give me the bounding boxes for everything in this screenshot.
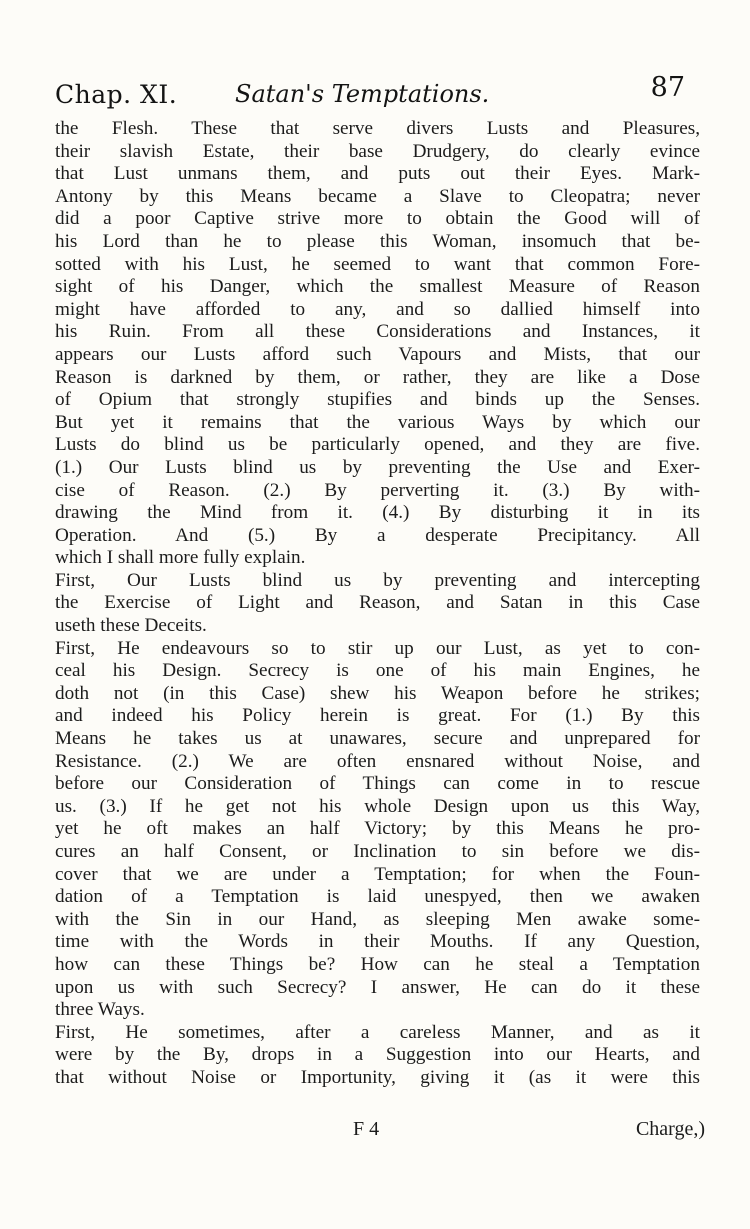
page-header xyxy=(55,72,695,112)
text-line: were by the By, drops in a Suggestion into our Hearts, and xyxy=(55,1044,700,1066)
signature-mark: F 4 xyxy=(353,1118,380,1140)
text-line: But yet it remains that the various Ways by which our xyxy=(55,411,700,433)
text-line: Means he takes us at unawares, secure and unprepared for xyxy=(55,728,700,750)
text-line: their slavish Estate, their base Drudgery, do clearly evince xyxy=(55,140,700,162)
text-line: time with the Words in their Mouths. If any Question, xyxy=(55,931,700,953)
text-line: Antony by this Means became a Slave to Cleopatra; never xyxy=(55,185,700,207)
text-line: did a poor Captive strive more to obtain the Good will of xyxy=(55,208,700,230)
text-line: his Ruin. From all these Considerations and Instances, it xyxy=(55,321,700,343)
text-line: us. (3.) If he get not his whole Design upon us this Way, xyxy=(55,795,700,817)
text-line: how can these Things be? How can he steal a Temptation xyxy=(55,953,700,975)
text-line: the Flesh. These that serve divers Lusts and Pleasures, xyxy=(55,118,700,139)
text-line: three Ways. xyxy=(55,999,145,1021)
text-line: sotted with his Lust, he seemed to want that common Fore- xyxy=(55,253,700,275)
running-title: Satan's Temptations. xyxy=(235,80,490,108)
text-line: appears our Lusts afford such Vapours and Mists, that our xyxy=(55,343,700,365)
text-line: the Exercise of Light and Reason, and Satan in this Case xyxy=(55,592,700,614)
page-footer xyxy=(55,1118,705,1148)
text-line: of Opium that strongly stupifies and binds up the Senses. xyxy=(55,389,700,411)
text-line: ceal his Design. Secrecy is one of his main Engines, he xyxy=(55,660,700,682)
text-line: cures an half Consent, or Inclination to sin before we dis- xyxy=(55,841,700,862)
text-line: Lusts do blind us be particularly opened, and they are five. xyxy=(55,434,700,456)
text-line: doth not (in this Case) shew his Weapon before he strikes; xyxy=(55,682,700,704)
text-line: which I shall more fully explain. xyxy=(55,547,306,569)
chapter-label: Chap. XI. xyxy=(55,80,178,109)
text-line: and indeed his Policy herein is great. For (1.) By this xyxy=(55,705,700,727)
text-line: sight of his Danger, which the smallest Measure of Reason xyxy=(55,276,700,298)
text-line: before our Consideration of Things can come in to rescue xyxy=(55,773,700,795)
text-line: (1.) Our Lusts blind us by preventing the Use and Exer- xyxy=(55,456,700,478)
text-line: First, He endeavours so to stir up our Lust, as yet to con- xyxy=(55,637,700,659)
text-line: First, Our Lusts blind us by preventing and intercepting xyxy=(55,569,700,591)
text-line: First, He sometimes, after a careless Manner, and as it xyxy=(55,1021,700,1043)
text-line: drawing the Mind from it. (4.) By disturbing it in its xyxy=(55,502,700,524)
text-line: upon us with such Secrecy? I answer, He can do it these xyxy=(55,976,700,998)
text-line: that Lust unmans them, and puts out their Eyes. Mark- xyxy=(55,163,700,185)
text-line: Operation. And (5.) By a desperate Precipitancy. All xyxy=(55,524,700,546)
text-line: cover that we are under a Temptation; for when the Foun- xyxy=(55,863,700,885)
text-line: useth these Deceits. xyxy=(55,615,207,637)
text-line: dation of a Temptation is laid unespyed, then we awaken xyxy=(55,886,700,908)
text-line: yet he oft makes an half Victory; by this Means he pro- xyxy=(55,818,700,840)
text-line: that without Noise or Importunity, giving it (as it were this xyxy=(55,1066,700,1088)
text-line: his Lord than he to please this Woman, insomuch that be- xyxy=(55,230,700,252)
text-line: Resistance. (2.) We are often ensnared without Noise, and xyxy=(55,750,700,772)
text-line: with the Sin in our Hand, as sleeping Men awake some- xyxy=(55,908,700,930)
text-line: cise of Reason. (2.) By perverting it. (3.) By with- xyxy=(55,479,700,501)
page-number: 87 xyxy=(650,72,685,103)
text-line: Reason is darkned by them, or rather, they are like a Dose xyxy=(55,366,700,388)
catchword: Charge,) xyxy=(635,1118,705,1140)
body-text xyxy=(55,118,700,1090)
text-line: might have afforded to any, and so dallied himself into xyxy=(55,298,700,320)
